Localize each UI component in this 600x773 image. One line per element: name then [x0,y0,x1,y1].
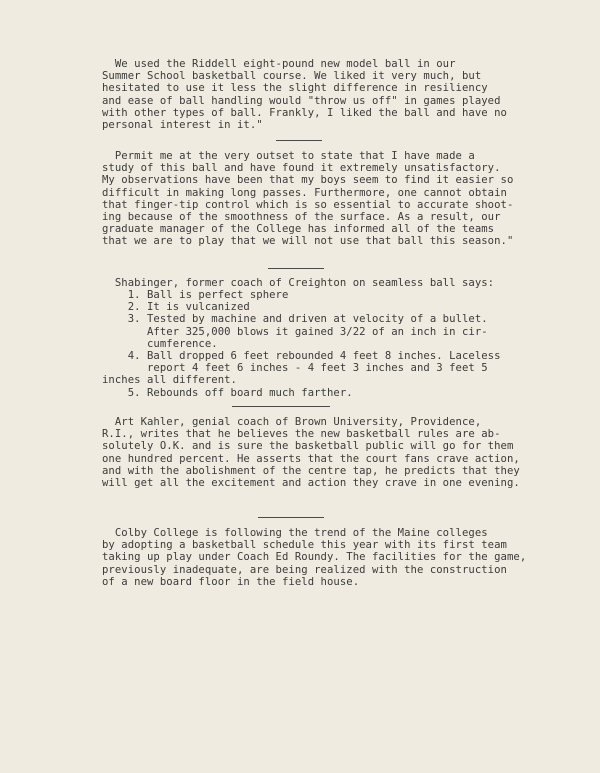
text-line: that finger-tip control which is so essential to accurate shoot- [102,198,514,211]
text-line: taking up play under Coach Ed Roundy. The facilities for the game, [102,551,527,564]
text-line: ing because of the smoothness of the surface. As a result, our [102,211,501,224]
list-item: 3. Tested by machine and driven at velocity of a bullet. [102,313,488,326]
section-divider [258,517,324,518]
paragraph-unsatisfactory-ball [102,150,513,248]
text-line: previously inadequate, are being realized with the construction [102,563,507,576]
text-line: that we are to play that we will not use that ball this season." [102,235,514,248]
text-line: hesitated to use it less the slight difference in resiliency [102,82,488,95]
text-line: Permit me at the very outset to state that I have made a [102,150,475,162]
text-line: solutely O.K. and is sure the basketball public will go for them [102,440,514,453]
seamless-ball-list [102,289,501,399]
list-item: 4. Ball dropped 6 feet rebounded 4 feet 8 inches. Laceless [102,350,501,363]
text-line: graduate manager of the College has informed all of the teams [102,223,495,236]
text-line: and ease of ball handling would "throw us off" in games played [102,94,501,107]
list-item: 5. Rebounds off board much farther. [102,386,353,399]
section-divider [268,268,324,269]
section-divider [232,406,330,407]
text-line: study of this ball and have found it extremely unsatisfactory. [102,162,501,175]
text-line: Art Kahler, genial coach of Brown University, Providence, [102,416,482,428]
paragraph-riddell-ball [102,58,507,131]
list-item: 2. It is vulcanized [102,301,250,314]
text-line: and with the abolishment of the centre tap, he predicts that they [102,464,520,477]
text-line: My observations have been that my boys seem to find it easier so [102,174,514,187]
section-divider [276,140,322,141]
text-line: R.I., writes that he believes the new basketball rules are ab- [102,428,501,441]
text-line: with other types of ball. Frankly, I liked the ball and have no [102,106,507,119]
text-line: personal interest in it." [102,119,263,132]
list-item: cumference. [102,337,218,350]
text-line: We used the Riddell eight-pound new model ball in our [102,58,456,70]
text-line: Colby College is following the trend of the Maine colleges [102,527,488,539]
paragraph-shabinger-intro [102,277,494,289]
text-line: one hundred percent. He asserts that the court fans crave action, [102,452,520,465]
text-line: will get all the excitement and action they crave in one evening. [102,477,520,490]
text-line: Summer School basketball course. We liked it very much, but [102,70,482,83]
list-item: inches all different. [102,374,237,387]
text-line: of a new board floor in the field house. [102,575,360,588]
paragraph-colby [102,527,526,588]
text-line: Shabinger, former coach of Creighton on seamless ball says: [102,277,495,289]
list-item: After 325,000 blows it gained 3/22 of an inch in cir- [102,325,488,338]
text-line: difficult in making long passes. Furthermore, one cannot obtain [102,186,507,199]
list-item: 1. Ball is perfect sphere [102,289,289,301]
text-line: by adopting a basketball schedule this year with its first team [102,539,507,552]
paragraph-kahler [102,416,520,489]
list-item: report 4 feet 6 inches - 4 feet 3 inches and 3 feet 5 [102,362,488,375]
